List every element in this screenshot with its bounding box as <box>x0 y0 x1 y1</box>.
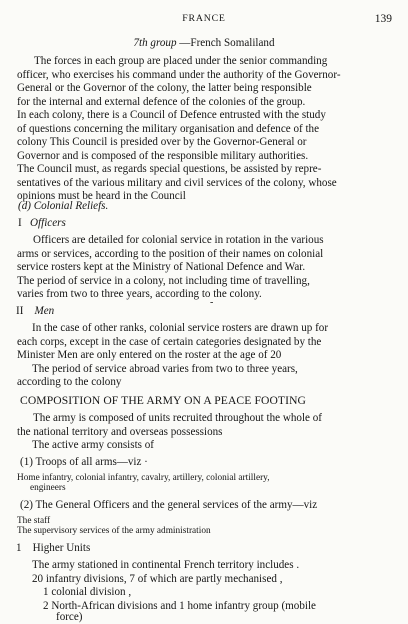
men-line: The period of service abroad varies from two to three years, <box>32 362 298 375</box>
higher-units-heading <box>16 542 90 555</box>
men-line: In the case of other ranks, colonial service rosters are drawn up for <box>32 322 329 334</box>
stray-mark: ‑ <box>210 297 214 308</box>
higher-units-line: 20 infantry divisions, 7 of which are partly mechanised , <box>32 572 283 585</box>
running-title: FRANCE <box>182 13 226 24</box>
officers-line: service rosters kept at the Ministry of National Defence and War. <box>17 261 306 273</box>
para1-line: of questions concerning the military organisation and defence of the <box>17 122 320 135</box>
para1-line: officer, who exercises his command under the authority of the Governor- <box>17 68 341 81</box>
para1-line: In each colony, there is a Council of Defence entrusted with the study <box>17 109 326 121</box>
section-title <box>0 37 408 50</box>
higher-units-line: The army stationed in continental French territory includes . <box>32 559 300 571</box>
para1-line: Governor and is composed of the responsible military authorities. <box>17 149 309 162</box>
men-heading <box>16 305 54 318</box>
composition-intro-line: The army is composed of units recruited throughout the whole of <box>33 412 322 424</box>
para1-line: opinions must be heard in the Council <box>17 190 186 202</box>
officers-title: Officers <box>30 217 66 229</box>
colonial-reliefs-heading: (d) Colonial Reliefs. <box>18 200 109 212</box>
composition-heading: COMPOSITION OF THE ARMY ON A PEACE FOOTING <box>20 394 307 407</box>
para1-line: colony This Council is presided over by the Governor-General or <box>17 136 307 148</box>
men-line: according to the colony <box>17 376 122 388</box>
higher-units-sub-item: force) <box>56 611 83 623</box>
composition-item-2: (2) The General Officers and the general services of the army—viz <box>20 499 318 511</box>
composition-intro-line: the national territory and overseas possessions <box>17 425 223 438</box>
composition-item-1: (1) Troops of all arms—viz · <box>20 456 148 468</box>
para1-line: for the internal and external defence of the colonies of the group. <box>17 95 306 108</box>
officers-line: The period of service in a colony, not including time of travelling, <box>17 274 310 287</box>
men-number: II <box>16 305 24 317</box>
para1-line: sentatives of the various military and civil services of the colony, whose <box>17 176 337 189</box>
men-line: Minister Men are only entered on the roster at the age of 20 <box>17 349 282 361</box>
group-title: —French Somaliland <box>176 37 275 49</box>
officers-line: varies from two to three years, according to the colony. <box>17 288 262 300</box>
higher-units-sub-item: 1 colonial division , <box>43 586 132 598</box>
group-label: 7th group <box>133 37 177 49</box>
item1-detail-line: engineers <box>30 483 66 493</box>
officers-heading <box>18 217 66 230</box>
higher-units-sub-item: 2 North-African divisions and 1 home infantry group (mobile <box>43 599 316 612</box>
running-header <box>0 13 408 27</box>
item2-detail-line: The supervisory services of the army administration <box>17 526 211 536</box>
item1-detail-line: Home infantry, colonial infantry, cavalry, artillery, colonial artillery, <box>17 473 270 483</box>
officers-line: Officers are detailed for colonial service in rotation in the various <box>33 234 324 246</box>
item2-detail-line: The staff <box>17 516 51 526</box>
para1-line: General or the Governor of the colony, the latter being responsible <box>17 82 312 94</box>
higher-units-number: 1 <box>16 542 22 554</box>
para1-line: The forces in each group are placed under the senior commanding <box>34 55 328 67</box>
men-line: each corps, except in the case of certain categories designated by the <box>17 335 322 348</box>
composition-intro-line: The active army consists of <box>32 439 154 451</box>
officers-line: arms or services, according to the position of their names on colonial <box>17 247 324 260</box>
para1-line: The Council must, as regards special questions, be assisted by repre- <box>17 163 322 175</box>
higher-units-title: Higher Units <box>32 542 91 554</box>
officers-number: I <box>18 217 22 229</box>
page-number: 139 <box>374 13 392 25</box>
men-title: Men <box>34 305 55 317</box>
